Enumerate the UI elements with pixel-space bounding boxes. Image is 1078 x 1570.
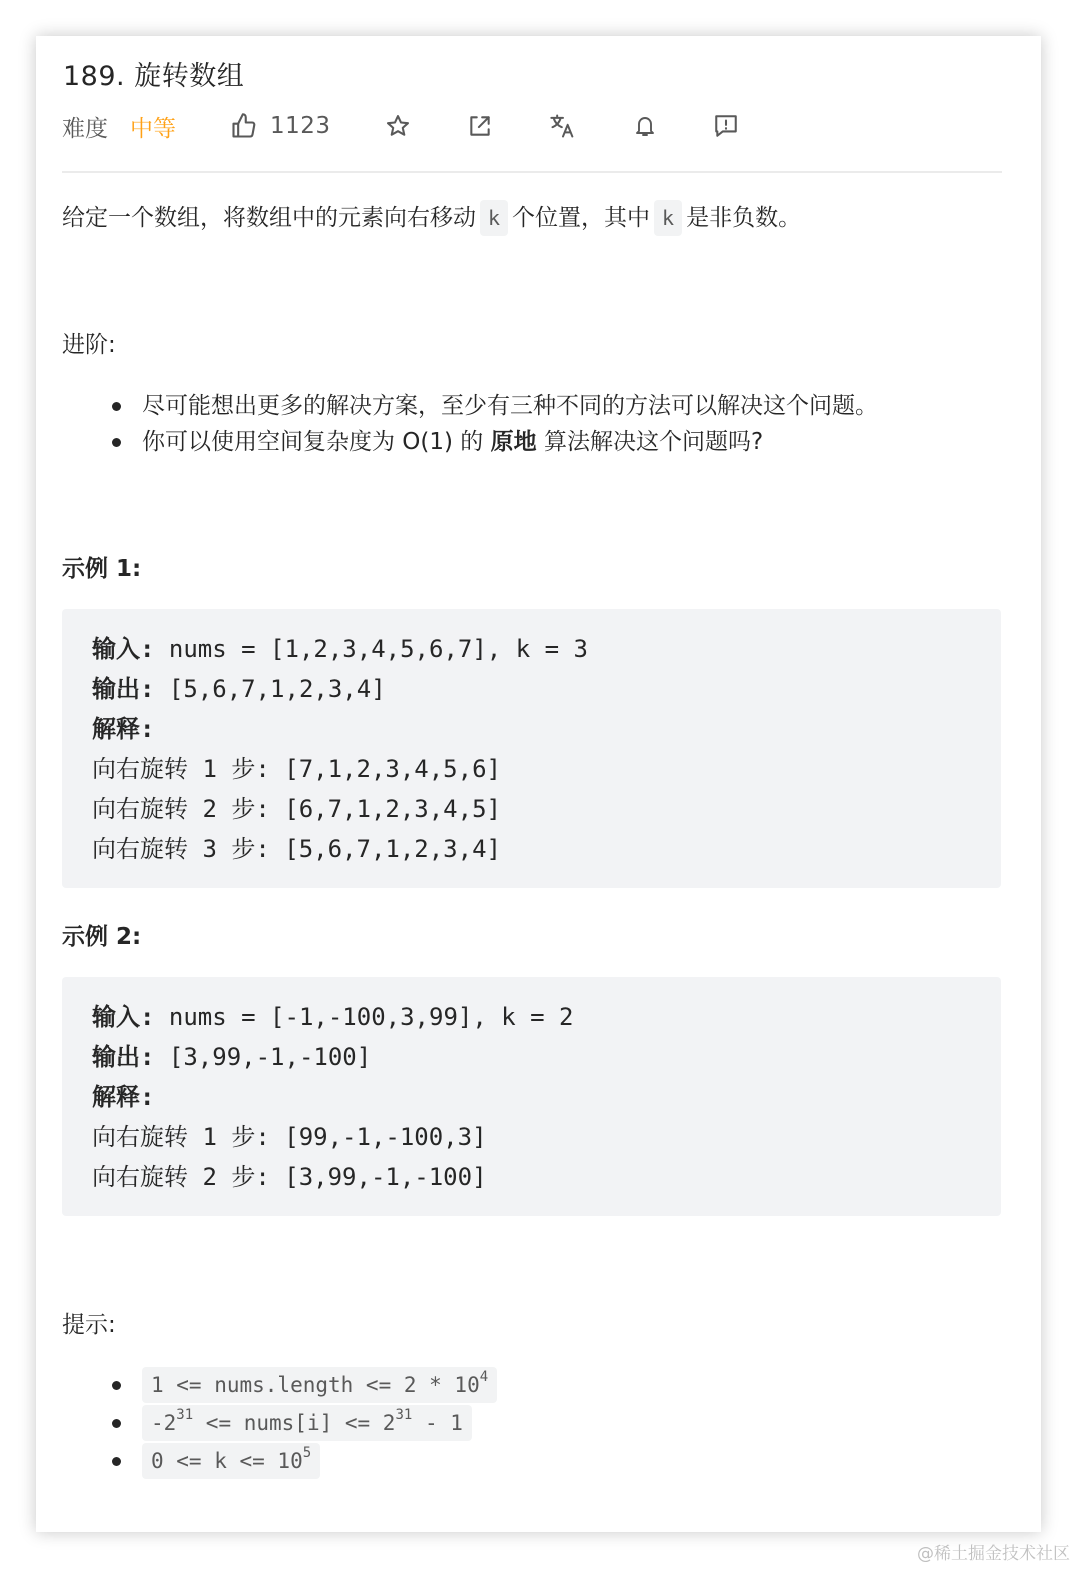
advanced-heading: 进阶: xyxy=(62,332,116,358)
hints-list xyxy=(62,1366,497,1480)
list-item xyxy=(62,1404,497,1442)
subscribe-button[interactable] xyxy=(633,113,657,139)
watermark: @稀土掘金技术社区 xyxy=(917,1544,1070,1564)
problem-title: 189. 旋转数组 xyxy=(63,61,245,92)
example-2-heading: 示例 2: xyxy=(62,924,142,950)
description-text: 给定一个数组，将数组中的元素向右移动 xyxy=(62,205,476,231)
inline-code-k: k xyxy=(480,200,508,236)
hint-code: $0 <= k <= 10^5$ xyxy=(142,1443,320,1479)
inline-code-k: k xyxy=(654,200,682,236)
description-text: 个位置，其中 xyxy=(512,205,651,231)
hint-code: 1 <= nums.length <= $2 * 10^4$ xyxy=(142,1367,497,1403)
share-icon xyxy=(467,113,493,139)
thumbs-up-icon xyxy=(230,112,258,140)
example-1-heading: 示例 1: xyxy=(62,556,142,582)
feedback-icon xyxy=(713,113,739,139)
header-divider xyxy=(62,171,1002,173)
difficulty-badge: 中等 xyxy=(130,115,176,142)
translate-icon xyxy=(549,112,577,140)
list-item: 尽可能想出更多的解决方案，至少有三种不同的方法可以解决这个问题。 xyxy=(62,388,878,424)
list-item xyxy=(62,1366,497,1404)
favorite-button[interactable] xyxy=(385,113,411,139)
advanced-list xyxy=(62,388,878,460)
like-count: 1123 xyxy=(270,113,331,139)
list-item xyxy=(62,1442,497,1480)
hints-heading: 提示: xyxy=(62,1312,116,1338)
difficulty-label: 难度 xyxy=(62,115,108,142)
description-text: 是非负数。 xyxy=(686,205,802,231)
problem-toolbar xyxy=(62,108,739,144)
list-item: 你可以使用空间复杂度为 O(1) 的 原地 算法解决这个问题吗? xyxy=(62,424,878,460)
like-button[interactable] xyxy=(230,112,331,140)
example-1-code-block: 输入: nums = [1,2,3,4,5,6,7], k = 3 输出: [5,6,7,1,2,3,4] 解释: 向右旋转 1 步: [7,1,2,3,4,5,6] 向右旋转 2 步: [6,7,1,2,3,4,5] 向右旋转 3 步: [5,6,7,1,2,3,4] xyxy=(62,609,1001,888)
star-icon xyxy=(385,113,411,139)
bold-text: 原地 xyxy=(490,429,537,455)
hint-code: $-2^{31}$ <= nums[i] <= $2^{31} - 1$ xyxy=(142,1405,472,1441)
share-button[interactable] xyxy=(467,113,493,139)
feedback-button[interactable] xyxy=(713,113,739,139)
translate-button[interactable] xyxy=(549,112,577,140)
problem-card xyxy=(36,36,1041,1532)
bell-icon xyxy=(633,113,657,139)
problem-description xyxy=(62,198,801,238)
example-2-code-block: 输入: nums = [-1,-100,3,99], k = 2 输出: [3,99,-1,-100] 解释: 向右旋转 1 步: [99,-1,-100,3] 向右旋转 2 步: [3,99,-1,-100] xyxy=(62,977,1001,1216)
